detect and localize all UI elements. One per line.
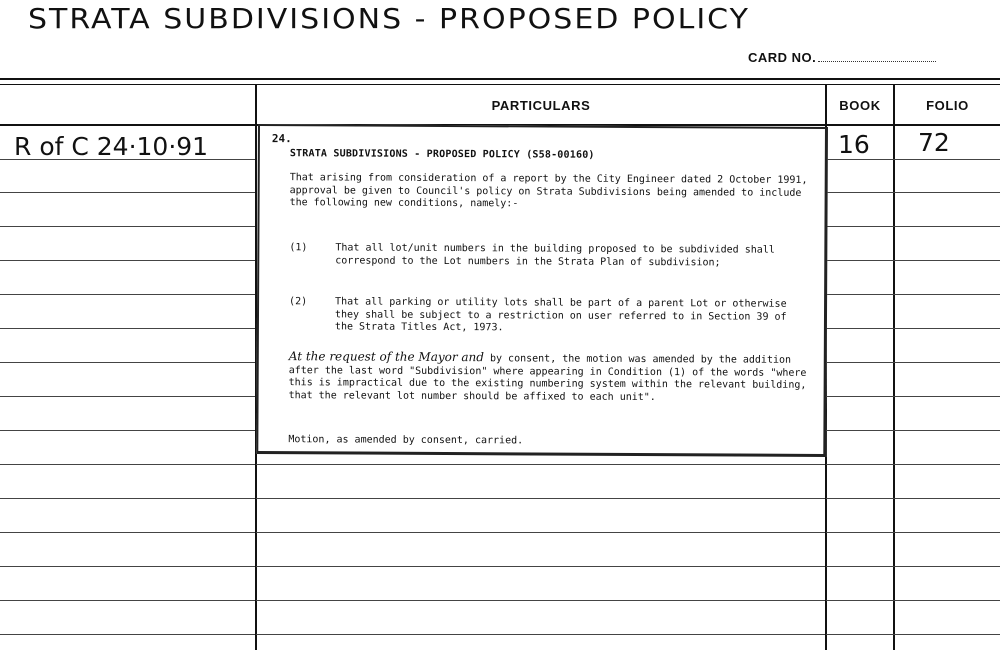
resolution-slip — [256, 124, 828, 457]
ruled-line — [826, 328, 1000, 329]
condition-label: (1) — [289, 242, 308, 254]
ruled-line — [826, 600, 1000, 601]
entry-book-number: 16 — [838, 130, 870, 159]
resolution-heading: STRATA SUBDIVISIONS - PROPOSED POLICY (S58-00160) — [289, 148, 595, 161]
ruled-line — [0, 430, 255, 431]
ruled-line — [826, 362, 1000, 363]
card-number-blank — [818, 61, 936, 62]
ruled-line — [256, 532, 825, 533]
top-rule-inner — [0, 84, 1000, 85]
card-title: STRATA SUBDIVISIONS - PROPOSED POLICY — [28, 3, 750, 36]
card-number-field — [748, 50, 936, 65]
amendment-text: by consent, the motion was amended by the addition after the last word "Subdivision" where appearing in Condition (1) of the words "where this is impractical due to the existing numbering system within the relevant building, that the relevant lot number should be affixed to each unit". — [288, 353, 807, 403]
column-header-folio: FOLIO — [926, 98, 969, 113]
condition-text: That all parking or utility lots shall be part of a parent Lot or otherwise they shall be subject to a restriction on user referred to in Section 39 of the Strata Titles Act, 1973. — [334, 296, 787, 334]
ruled-line — [0, 396, 255, 397]
ruled-line — [826, 430, 1000, 431]
ruled-line — [826, 566, 1000, 567]
ruled-line — [826, 498, 1000, 499]
card-number-label: CARD NO. — [748, 50, 817, 65]
ruled-line — [256, 566, 825, 567]
ruled-line — [826, 634, 1000, 635]
item-number: 24. — [271, 132, 292, 146]
ruled-line — [826, 159, 1000, 160]
ruled-line — [0, 226, 255, 227]
ruled-line — [826, 396, 1000, 397]
condition-2 — [289, 296, 809, 339]
ruled-line — [826, 260, 1000, 261]
resolution-intro: That arising from consideration of a report by the City Engineer dated 2 October 1991, approval be given to Council's policy on Strata Subdivisions being amended to include the following new conditions, namely:- — [289, 172, 808, 210]
ruled-line — [0, 260, 255, 261]
ruled-line — [0, 566, 255, 567]
ruled-line — [0, 464, 255, 465]
ruled-line — [256, 600, 825, 601]
ruled-line — [256, 464, 825, 465]
ruled-line — [826, 192, 1000, 193]
motion-result: Motion, as amended by consent, carried. — [288, 434, 524, 447]
ruled-line — [0, 362, 255, 363]
ruled-line — [256, 498, 825, 499]
condition-text: That all lot/unit numbers in the building proposed to be subdivided shall correspond to the Lot numbers in the Strata Plan of subdivision; — [335, 242, 775, 269]
ruled-line — [826, 532, 1000, 533]
ruled-line — [256, 634, 825, 635]
column-header-book: BOOK — [839, 98, 881, 113]
ruled-line — [0, 498, 255, 499]
column-header-particulars: PARTICULARS — [491, 98, 591, 113]
ruled-line — [0, 328, 255, 329]
ruled-line — [826, 226, 1000, 227]
handwritten-insertion: At the request of the Mayor and — [288, 349, 485, 365]
ruled-line — [0, 532, 255, 533]
ruled-line — [826, 464, 1000, 465]
ruled-line — [0, 192, 255, 193]
entry-date-reference: R of C 24·10·91 — [14, 132, 209, 161]
condition-1 — [289, 242, 809, 285]
ruled-line — [0, 294, 255, 295]
ruled-line — [0, 634, 255, 635]
ruled-line — [826, 294, 1000, 295]
ruled-line — [0, 600, 255, 601]
top-rule — [0, 78, 1000, 80]
condition-label: (2) — [289, 296, 308, 308]
amendment-paragraph — [289, 350, 809, 405]
entry-folio-number: 72 — [918, 128, 950, 157]
